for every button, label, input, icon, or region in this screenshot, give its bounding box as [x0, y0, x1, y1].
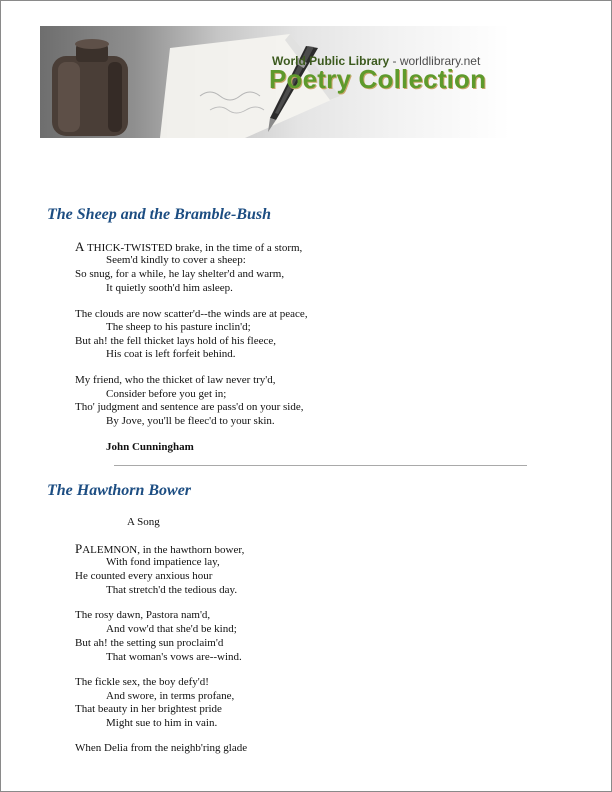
poem-line: It quietly sooth'd him asleep.	[106, 282, 233, 294]
poem-line: Might sue to him in vain.	[106, 717, 218, 729]
poem-line: So snug, for a while, he lay shelter'd and warm,	[75, 268, 285, 280]
poem-author: John Cunningham	[106, 441, 194, 453]
poem-line: The sheep to his pasture inclin'd;	[106, 321, 251, 333]
drop-cap: P	[75, 541, 83, 556]
poem-line: And vow'd that she'd be kind;	[106, 623, 237, 635]
poem-line: The rosy dawn, Pastora nam'd,	[75, 609, 211, 621]
drop-cap: A	[75, 239, 85, 254]
poem-line: PALEMNON, in the hawthorn bower,	[75, 541, 245, 556]
poem-line: My friend, who the thicket of law never try'd,	[75, 374, 276, 386]
section-divider	[114, 465, 527, 466]
poem-line: He counted every anxious hour	[75, 570, 213, 582]
poem-line: But ah! the setting sun proclaim'd	[75, 637, 224, 649]
poem-line: When Delia from the neighb'ring glade	[75, 742, 248, 754]
poem-line: And swore, in terms profane,	[106, 690, 235, 702]
poem-line: That woman's vows are--wind.	[106, 651, 242, 663]
poem-title: The Sheep and the Bramble-Bush	[47, 206, 272, 223]
poem-line: His coat is left forfeit behind.	[106, 348, 236, 360]
poem-title: The Hawthorn Bower	[47, 482, 192, 499]
collection-title: Poetry Collection	[269, 64, 487, 94]
poem-line: With fond impatience lay,	[106, 556, 220, 568]
poem-line: That beauty in her brightest pride	[75, 703, 222, 715]
poem-line: By Jove, you'll be fleec'd to your skin.	[106, 415, 275, 427]
header-banner	[40, 26, 510, 138]
poem-line: But ah! the fell thicket lays hold of his fleece,	[75, 335, 276, 347]
poem-line: The fickle sex, the boy defy'd!	[75, 676, 209, 688]
poem-line: Seem'd kindly to cover a sheep:	[106, 254, 246, 266]
site-name: World Public Library - worldlibrary.net	[272, 54, 481, 68]
poem-subtitle: A Song	[127, 516, 160, 528]
poem-line: Consider before you get in;	[106, 388, 227, 400]
poem-line: Tho' judgment and sentence are pass'd on your side,	[75, 401, 304, 413]
poem-line: A THICK-TWISTED brake, in the time of a storm,	[75, 239, 303, 254]
site-url: worldlibrary.net	[399, 54, 481, 68]
poem-line: That stretch'd the tedious day.	[106, 584, 238, 596]
poem-line: The clouds are now scatter'd--the winds are at peace,	[75, 308, 308, 320]
